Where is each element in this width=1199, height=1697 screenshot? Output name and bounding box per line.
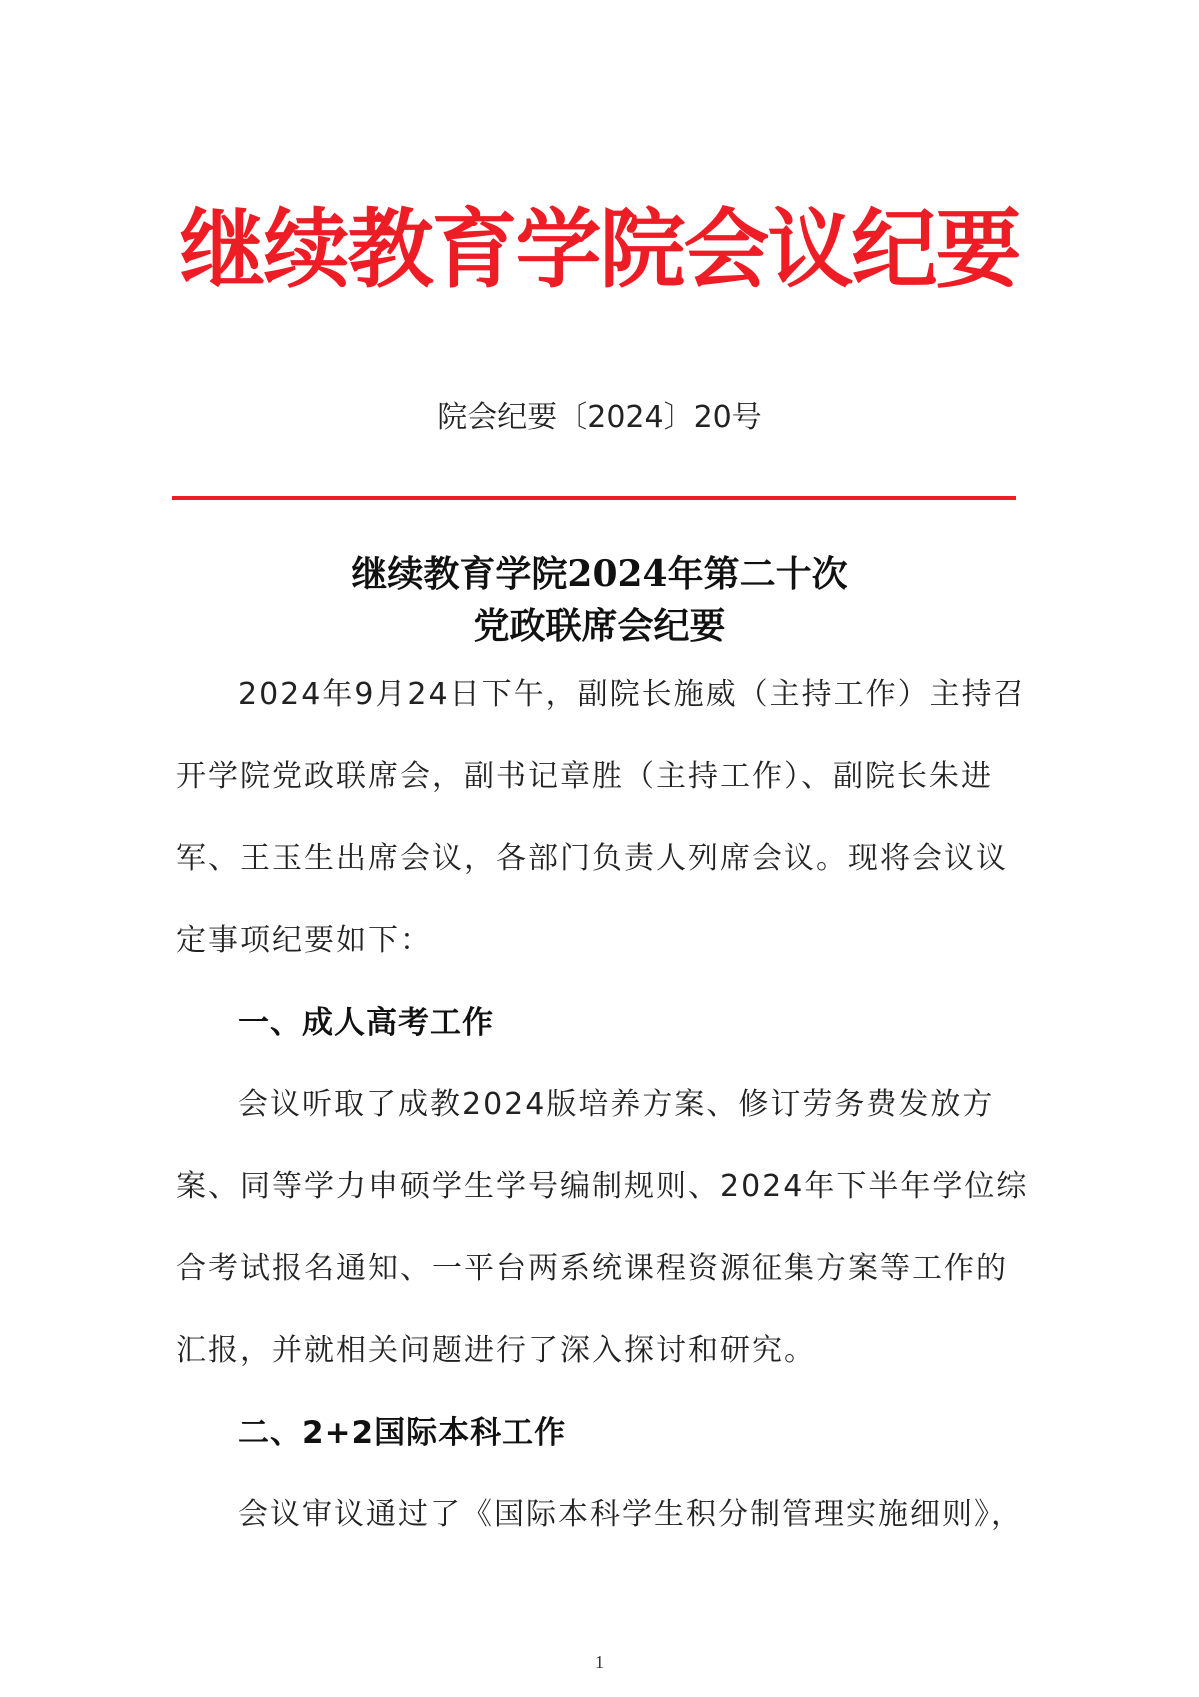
- document-number: 院会纪要〔2024〕20号: [437, 400, 762, 435]
- document-body: [176, 654, 1034, 1556]
- section-heading-international-undergrad: 二、2+2国际本科工作: [238, 1415, 567, 1451]
- title-line-1: 继续教育学院2024年第二十次: [351, 553, 848, 595]
- document-title: [0, 548, 1199, 652]
- red-divider-line: [172, 496, 1016, 500]
- section-paragraph-adult-exam: 会议听取了成教2024版培养方案、修订劳务费发放方案、同等学力申硕学生学号编制规则、2024年下半年学位综合考试报名通知、一平台两系统课程资源征集方案等工作的汇报，并就相关问题进行了深入探讨和研究。: [176, 1087, 1029, 1368]
- title-line-2: 党政联席会纪要: [473, 605, 726, 647]
- page-number: 1: [595, 1652, 604, 1672]
- section-heading-adult-exam: 一、成人高考工作: [238, 1005, 494, 1041]
- section-paragraph-international-undergrad: 会议审议通过了《国际本科学生积分制管理实施细则》，: [238, 1497, 1023, 1532]
- intro-paragraph: 2024年9月24日下午，副院长施威（主持工作）主持召开学院党政联席会，副书记章胜（主持工作）、副院长朱进军、王玉生出席会议，各部门负责人列席会议。现将会议议定事项纪要如下：: [176, 677, 1026, 958]
- masthead-title: 继续教育学院会议纪要: [179, 199, 1020, 300]
